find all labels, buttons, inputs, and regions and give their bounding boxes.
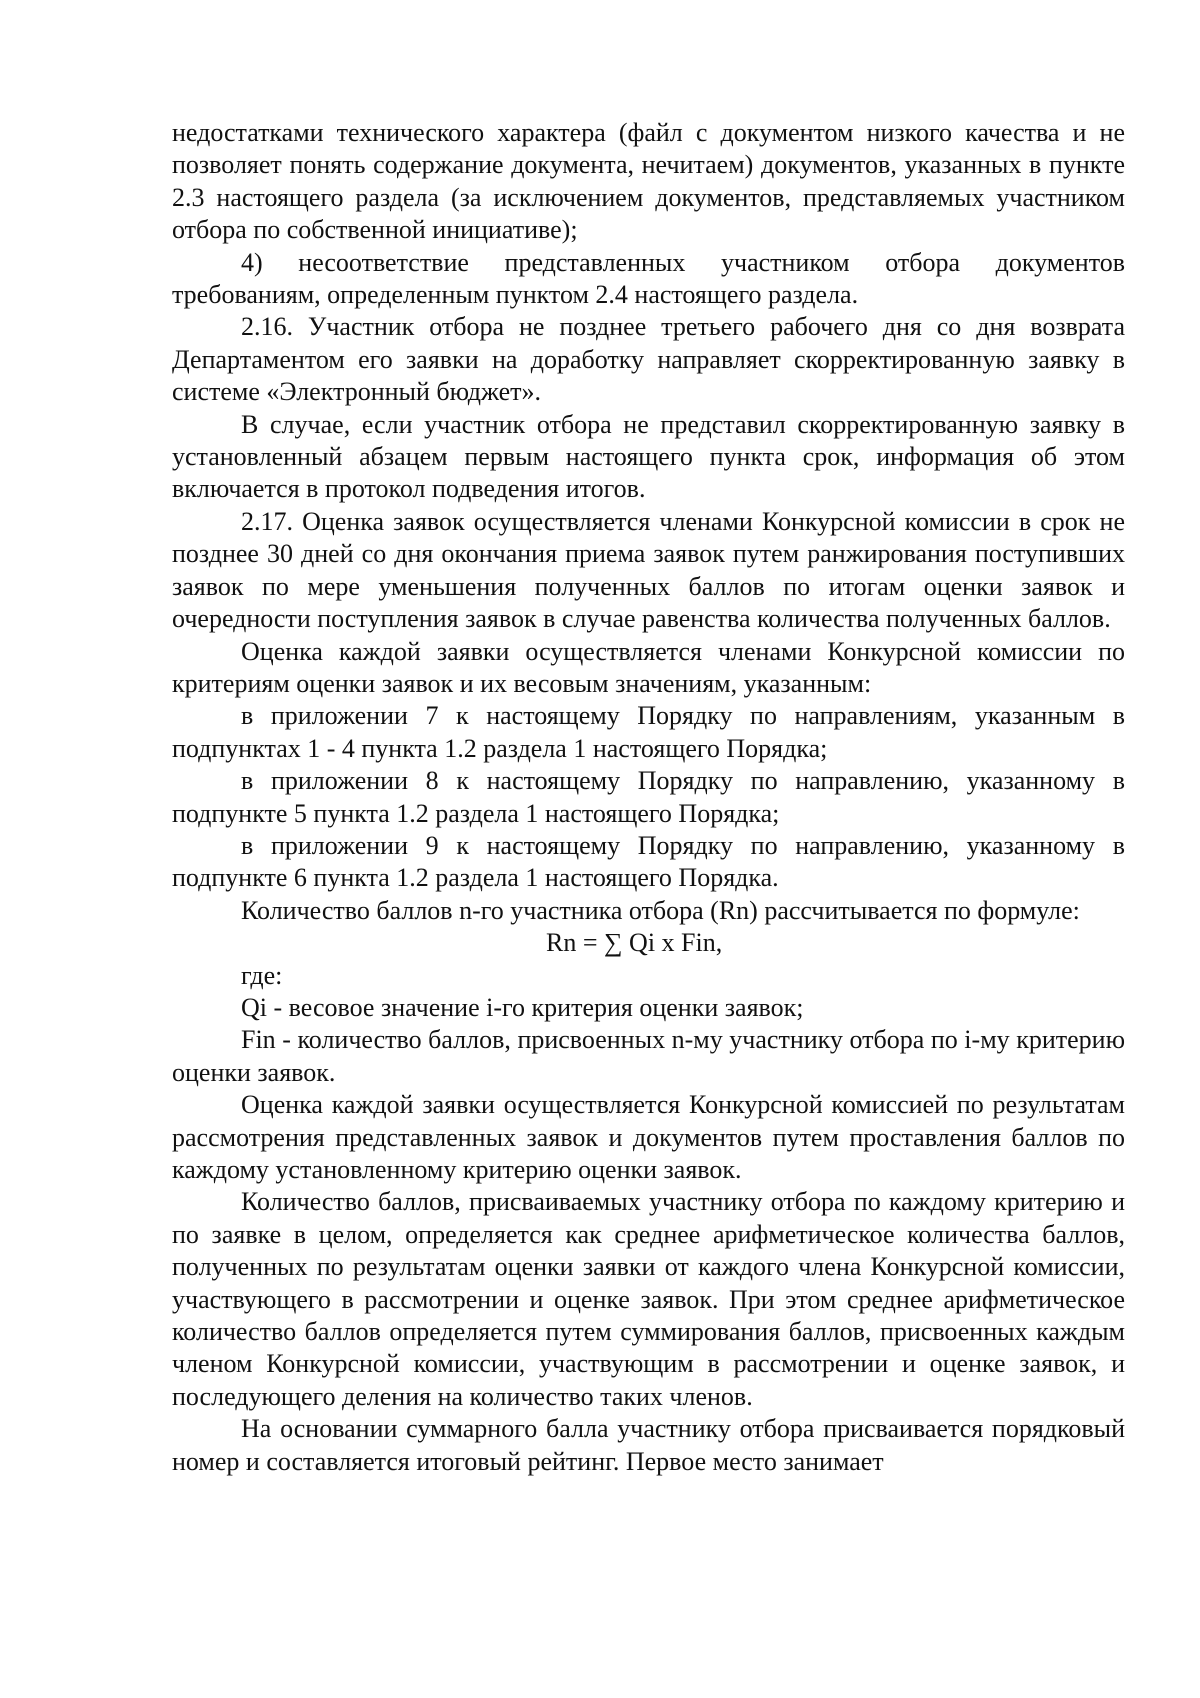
paragraph-scoring-method: Оценка каждой заявки осуществляется Конкурсной комиссией по результатам рассмотрения представленных заявок и документов путем проставления баллов по каждому установленному критерию оценки заявок. <box>172 1090 1125 1184</box>
paragraph-average-score: Количество баллов, присваиваемых участнику отбора по каждому критерию и по заявке в целом, определяется как среднее арифметическое количества баллов, полученных по результатам оценки заявки от каждого члена Конкурсной комиссии, участвующего в рассмотрении и оценке заявок. При этом среднее арифметическое количество баллов определяется путем суммирования баллов, присвоенных каждым членом Конкурсной комиссии, участвующим в рассмотрении и оценке заявок, и последующего деления на количество таких членов. <box>172 1187 1125 1411</box>
paragraph-rating: На основании суммарного балла участнику отбора присваивается порядковый номер и составляется итоговый рейтинг. Первое место занимает <box>172 1414 1125 1476</box>
definition-fin: Fin - количество баллов, присвоенных n-му участнику отбора по i-му критерию оценки заявок. <box>172 1025 1125 1087</box>
paragraph-formula-intro: Количество баллов n-го участника отбора (Rn) рассчитывается по формуле: <box>241 895 1080 925</box>
definition-qi: Qi - весовое значение i-го критерия оценки заявок; <box>241 992 804 1022</box>
paragraph-appendix-7: в приложении 7 к настоящему Порядку по направлениям, указанным в подпунктах 1 - 4 пункта 1.2 раздела 1 настоящего Порядка; <box>172 701 1125 763</box>
paragraph-technical-defects: недостатками технического характера (файл с документом низкого качества и не позволяет понять содержание документа, нечитаем) документов, указанных в пункте 2.3 настоящего раздела (за исключением документов, представляемых участником отбора по собственной инициативе); <box>172 118 1125 245</box>
where-label: где: <box>241 960 283 990</box>
paragraph-appendix-8: в приложении 8 к настоящему Порядку по направлению, указанному в подпункте 5 пункта 1.2 раздела 1 настоящего Порядка; <box>172 766 1125 828</box>
paragraph-item-4: 4) несоответствие представленных участником отбора документов требованиям, определенным пунктом 2.4 настоящего раздела. <box>172 247 1125 310</box>
paragraph-2-16: 2.16. Участник отбора не позднее третьего рабочего дня со дня возврата Департаментом его заявки на доработку направляет скорректированную заявку в системе «Электронный бюджет». <box>172 312 1125 407</box>
paragraph-2-17: 2.17. Оценка заявок осуществляется членами Конкурсной комиссии в срок не позднее 30 дней со дня окончания приема заявок путем ранжирования поступивших заявок по мере уменьшения полученных баллов по итогам оценки заявок и очередности поступления заявок в случае равенства количества полученных баллов. <box>172 506 1125 634</box>
paragraph-not-submitted: В случае, если участник отбора не представил скорректированную заявку в установленный абзацем первым настоящего пункта срок, информация об этом включается в протокол подведения итогов. <box>172 409 1125 504</box>
formula: Rn = ∑ Qi x Fin, <box>546 928 723 958</box>
paragraph-criteria-intro: Оценка каждой заявки осуществляется членами Конкурсной комиссии по критериям оценки заявок и их весовым значениям, указанным: <box>172 636 1125 698</box>
paragraph-appendix-9: в приложении 9 к настоящему Порядку по направлению, указанному в подпункте 6 пункта 1.2 раздела 1 настоящего Порядка. <box>172 830 1125 893</box>
